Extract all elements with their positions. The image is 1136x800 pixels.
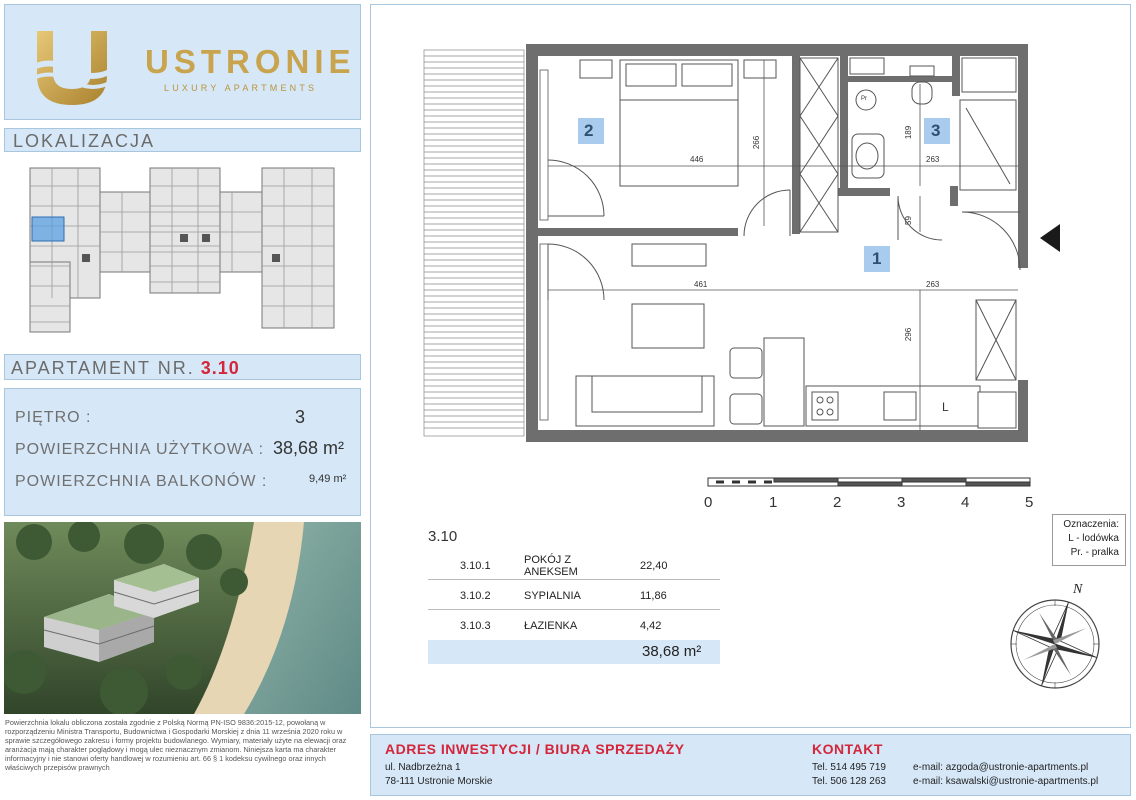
room-name: POKÓJ Z ANEKSEM	[524, 554, 578, 578]
balcony	[424, 50, 524, 436]
room-area: 22,40	[640, 560, 668, 572]
brand-name: USTRONIE	[145, 43, 356, 80]
table-apartment-code: 3.10	[428, 528, 458, 545]
floor-value: 3	[295, 407, 306, 427]
table-total	[428, 640, 720, 664]
table-row	[428, 580, 720, 610]
scale-tick-4: 4	[961, 494, 970, 511]
scale-tick-1: 1	[769, 494, 778, 511]
legend-item: Pr. - pralka	[1070, 547, 1119, 558]
entrance-arrow-icon	[1040, 224, 1060, 252]
scale-tick-2: 2	[833, 494, 842, 511]
washer-mark: Pr	[861, 96, 867, 102]
room-area: 11,86	[640, 590, 667, 602]
apartment-number: 3.10	[200, 358, 240, 378]
legend-title: Oznaczenia:	[1063, 519, 1119, 530]
dim-296: 296	[904, 327, 914, 342]
room-number-2: 2	[584, 121, 594, 140]
room-number-1: 1	[872, 249, 882, 268]
room-id: 3.10.3	[460, 620, 491, 632]
compass-north-label: N	[1073, 582, 1083, 597]
location-heading: LOKALIZACJA	[4, 128, 361, 152]
dim-59: 59	[903, 216, 913, 225]
room-area: 4,42	[640, 620, 662, 632]
area-value: 38,68 m²	[273, 438, 345, 458]
table-row	[428, 610, 720, 640]
phone-1: Tel. 514 495 719	[812, 762, 886, 773]
windows	[540, 70, 548, 420]
address-city: 78-111 Ustronie Morskie	[385, 776, 493, 787]
room-number-3: 3	[931, 121, 941, 140]
email-2[interactable]: e-mail: ksawalski@ustronie-apartments.pl	[913, 776, 1099, 787]
scale-bar	[708, 478, 1030, 486]
phone-2: Tel. 506 128 263	[812, 776, 886, 787]
scale-tick-5: 5	[1025, 494, 1034, 511]
legal-note: Powierzchnia lokalu obliczona została zgodnie z Polską Normą PN-ISO 9836:2015-12, powołaną w rozporządzeniu Ministra Transportu, Budownictwa i Gospodarki Morskiej z dnia 11 września 2020 roku w sprawie szczegółowego zakresu i formy projektu budowlanego. Wymiary, materiały użyte na elewacji oraz aranżacja mają charakter poglądowy i mogą ulec nieznacznym zmianom. Niniejsza karta ma charakter informacyjny i nie stanowi oferty handlowej w rozumieniu art. 66 § 1 kodeksu cywilnego oraz innych właściwych przepisów prawnych	[5, 718, 347, 772]
scale-tick-0: 0	[704, 494, 713, 511]
dim-461: 461	[694, 280, 708, 289]
room-id: 3.10.1	[460, 560, 491, 572]
scale-tick-3: 3	[897, 494, 906, 511]
living-furniture	[576, 244, 1016, 428]
dim-266: 266	[752, 135, 762, 150]
legend-item: L - lodówka	[1068, 533, 1119, 544]
fridge-mark: L	[942, 400, 949, 414]
room-name: ŁAZIENKA	[524, 620, 578, 632]
contact-heading: KONTAKT	[812, 741, 883, 757]
room-id: 3.10.2	[460, 590, 491, 602]
footer	[370, 734, 1131, 796]
floor-label: PIĘTRO :	[15, 409, 92, 426]
brand-tagline: LUXURY APARTMENTS	[164, 83, 318, 93]
address-street: ul. Nadbrzeżna 1	[385, 762, 461, 773]
table-row	[428, 550, 720, 580]
room-name: SYPIALNIA	[524, 590, 581, 602]
dim-446: 446	[690, 155, 704, 164]
compass-rose-icon	[1000, 582, 1110, 692]
email-1[interactable]: e-mail: azgoda@ustronie-apartments.pl	[913, 762, 1089, 773]
address-heading: ADRES INWESTYCJI / BIURA SPRZEDAŻY	[385, 741, 685, 757]
balcony-value: 9,49 m²	[309, 473, 347, 485]
balcony-label: POWIERZCHNIA BALKONÓW :	[15, 473, 268, 490]
dim-263-top: 263	[926, 155, 940, 164]
legend	[1052, 514, 1126, 566]
dim-189: 189	[904, 125, 914, 140]
area-label: POWIERZCHNIA UŻYTKOWA :	[15, 441, 265, 458]
apartment-label: APARTAMENT NR.	[11, 358, 195, 378]
dim-263-mid: 263	[926, 280, 940, 289]
total-area: 38,68 m²	[642, 643, 702, 660]
